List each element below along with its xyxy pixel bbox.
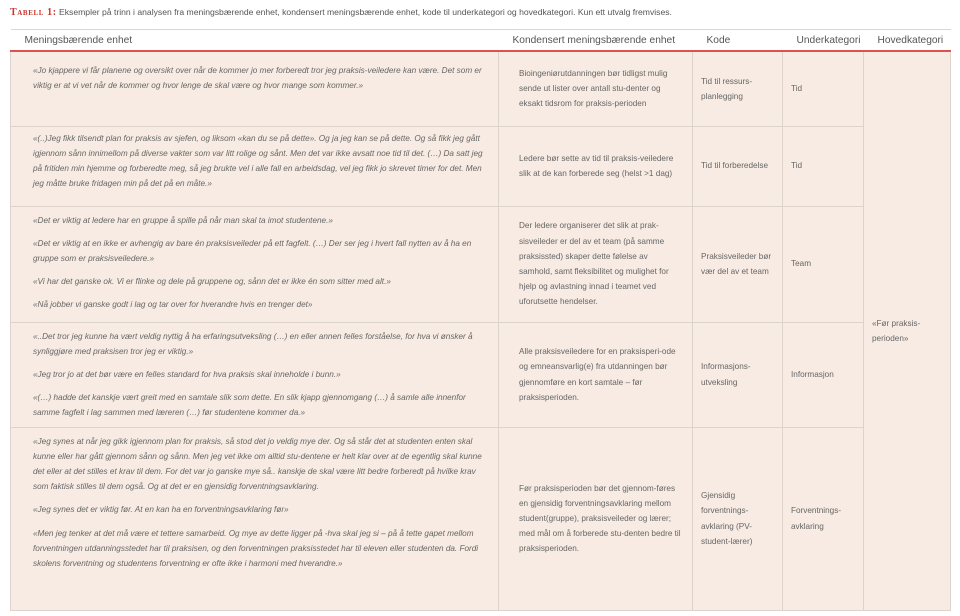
table-row — [11, 206, 951, 322]
code-cell: Tid til ressurs-planlegging — [693, 51, 783, 126]
header-condensed: Kondensert meningsbærende enhet — [499, 30, 693, 52]
header-main-category: Hovedkategori — [864, 30, 951, 52]
caption-text: Eksempler på trinn i analysen fra meningsbærende enhet, kondensert meningsbærende enhet, kode til underkategori og hovedkategori. Kun ett utvalg fremvises. — [56, 7, 672, 17]
code-cell: Praksisveileder bør vær del av et team — [693, 206, 783, 322]
quote: «Nå jobber vi ganske godt i lag og tar over for hverandre hvis en trenger det» — [33, 300, 313, 310]
quote: «Men jeg tenker at det må være et tettere samarbeid. Og mye av dette ligger på -hva skal jeg si – på å tette gapet mellom forventningen utdanningsstedet har til praksisen, og den forventningen praksisstedet har til eleven eller studenten da. Fordi skolens forventning og studentens forventning er ofte ikke i harmoni med hverandre.» — [33, 528, 479, 568]
meaning-unit-cell — [11, 206, 499, 322]
quote: «Jeg synes at når jeg gikk igjennom plan for praksis, så stod det jo veldig mye der. Og så står det at studenten enten skal kunne eller har gått gjennom sånn og sånn. Men jeg vet ikke om alltid stu-dentene er helt klar over at de egentlig skal kunne det eller at det stilles et krav til dem. For det var jo ganske mye så.. kanskje de skal være litt bedre forberedt på hvilke krav som faktisk stilles til dem også. Og at det er en gjensidig forventningsavklaring. — [33, 436, 482, 492]
header-meaning-unit: Meningsbærende enhet — [11, 30, 499, 52]
quote: «Det er viktig at en ikke er avhengig av bare én praksisveileder på ett fagfelt. (…) Der ser jeg i hvert fall nytten av å ha en gruppe som er praksisveiledere.» — [33, 238, 472, 263]
condensed-cell: Ledere bør sette av tid til praksis-veiledere slik at de kan forberede seg (helst >1 dag) — [499, 126, 693, 206]
subcategory-cell: Tid — [783, 51, 864, 126]
meaning-unit-cell — [11, 322, 499, 427]
condensed-cell: Alle praksisveiledere for en praksisperi-ode og emneansvarlig(e) fra utdanningen bør gjennomføre en kort samtale – før praksisperioden. — [499, 322, 693, 427]
quote: «(..)Jeg fikk tilsendt plan for praksis av sjefen, og liksom «kan du se på dette». Og ja jeg kan se på dette. Og så fikk jeg gått igjennom sånn innimellom på diverse vakter som var litt rolige og sånt. Men det var ikke avsatt noe tid til det. (…) Da satt jeg på fritiden min hjemme og forberedte meg, så jeg brukte vel i alle fall en arbeidsdag, vel jeg fikk jo skrevet timer for det. Men jeg måtte bruke fridagen min på det på en måte.» — [33, 133, 483, 189]
header-code: Kode — [693, 30, 783, 52]
table-header-row — [11, 30, 951, 52]
subcategory-cell: Forventnings-avklaring — [783, 427, 864, 610]
condensed-cell: Bioingeniørutdanningen bør tidligst mulig sende ut lister over antall stu-denter og eksakt tidsrom for praksis-perioden — [499, 51, 693, 126]
quote: «(…) hadde det kanskje vært greit med en samtale slik som dette. En slik kjapp gjennomgang (…) å samle alle innenfor samme fagfelt i lag sammen med læreren (…) før studentene kommer da.» — [33, 393, 466, 418]
quote: «Det er viktig at ledere har en gruppe å spille på når man skal ta imot studentene.» — [33, 215, 333, 225]
table-caption — [10, 7, 672, 18]
header-subcategory: Underkategori — [783, 30, 864, 52]
condensed-cell: Før praksisperioden bør det gjennom-føres en gjensidig forventningsavklaring mellom student(gruppe), praksisveileder og lærer; med mål om å forberede stu-denten bedre til praksisperioden. — [499, 427, 693, 610]
meaning-unit-cell — [11, 51, 499, 126]
quote: «Vi har det ganske ok. Vi er flinke og dele på gruppene og, sånn det er ikke én som sitter med alt.» — [33, 277, 391, 287]
quote: «Jo kjappere vi får planene og oversikt over når de kommer jo mer forberedt tror jeg praksis-veiledere kan være. Det som er viktig er at vi vet når de kommer og hvor lenge de skal være og hvor mange som kommer.» — [33, 66, 482, 91]
main-category-cell: «Før praksis-perioden» — [864, 51, 951, 610]
quote: «Jeg tror jo at det bør være en felles standard for hva praksis skal inneholde i bunn.» — [33, 369, 341, 379]
subcategory-cell: Team — [783, 206, 864, 322]
table-row — [11, 126, 951, 206]
code-cell: Informasjons-utveksling — [693, 322, 783, 427]
code-cell: Tid til forberedelse — [693, 126, 783, 206]
meaning-unit-cell — [11, 126, 499, 206]
subcategory-cell: Informasjon — [783, 322, 864, 427]
analysis-table — [10, 29, 951, 611]
table-row — [11, 51, 951, 126]
table-row — [11, 427, 951, 610]
condensed-cell: Der ledere organiserer det slik at prak-sisveileder er del av et team (på samme praksissted) skaper dette følelse av samhold, samt fleksibilitet og mulighet for hjelp og avlastning innad i teamet ved uforutsette hendelser. — [499, 206, 693, 322]
code-cell: Gjensidig forventnings-avklaring (PV-student-lærer) — [693, 427, 783, 610]
table-row — [11, 322, 951, 427]
caption-label: Tabell 1: — [10, 7, 57, 18]
subcategory-cell: Tid — [783, 126, 864, 206]
meaning-unit-cell — [11, 427, 499, 610]
quote: «..Det tror jeg kunne ha vært veldig nyttig å ha erfaringsutveksling (…) en eller annen felles forståelse, for hva vi ønsker å synliggjøre med praksisen tror jeg er viktig.» — [33, 331, 473, 356]
quote: «Jeg synes det er viktig før. At en kan ha en forventningsavklaring før» — [33, 505, 289, 515]
